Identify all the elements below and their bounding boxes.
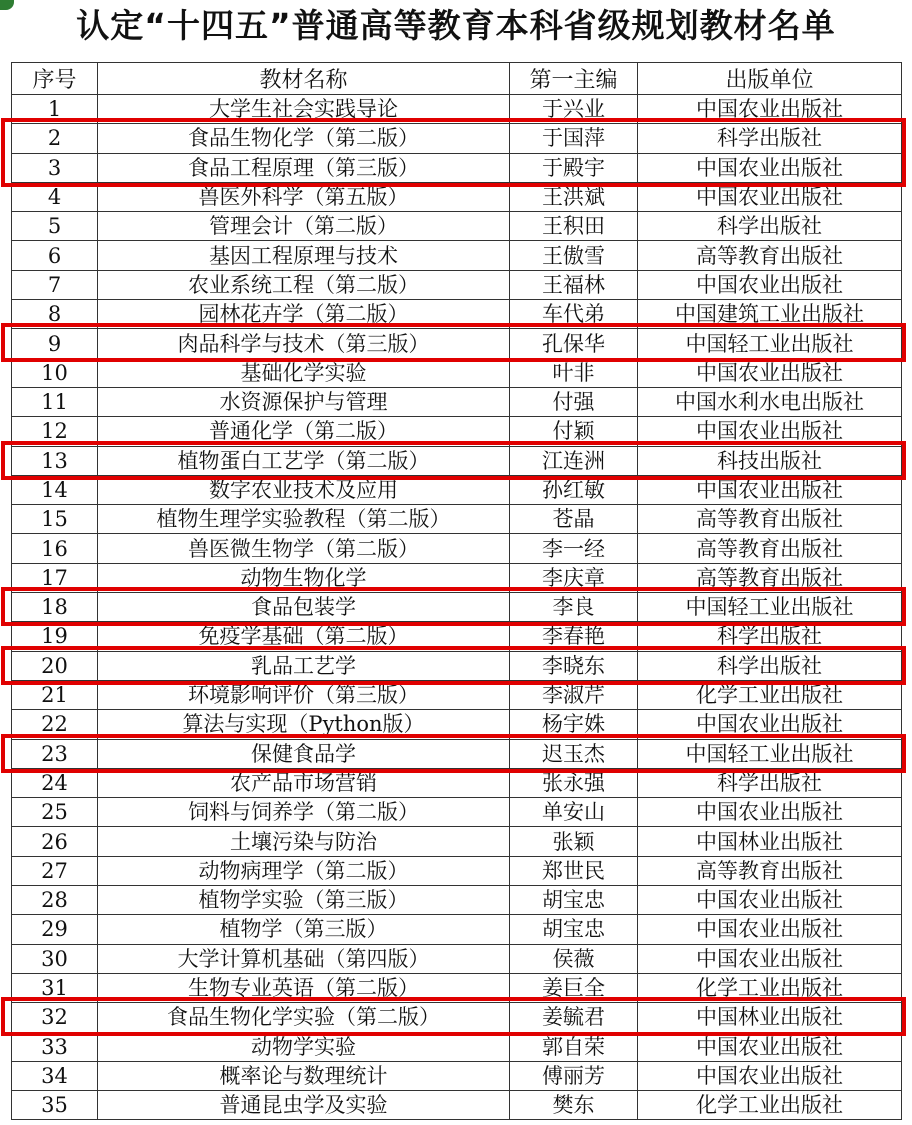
- chief-editor-cell: 胡宝忠: [510, 886, 638, 915]
- textbook-title-cell: 植物生理学实验教程（第二版）: [98, 505, 510, 534]
- textbook-title-cell: 肉品科学与技术（第三版）: [98, 329, 510, 358]
- table-row: [12, 95, 902, 124]
- chief-editor-cell: 单安山: [510, 798, 638, 827]
- textbook-title-cell: 土壤污染与防治: [98, 827, 510, 856]
- textbook-title-cell: 普通昆虫学及实验: [98, 1091, 510, 1120]
- publisher-cell: 中国农业出版社: [638, 358, 902, 387]
- publisher-cell: 中国农业出版社: [638, 153, 902, 182]
- chief-editor-cell: 姜毓君: [510, 1003, 638, 1032]
- publisher-cell: 中国农业出版社: [638, 886, 902, 915]
- textbook-title-cell: 大学生社会实践导论: [98, 95, 510, 124]
- publisher-cell: 高等教育出版社: [638, 534, 902, 563]
- textbook-title-cell: 兽医外科学（第五版）: [98, 182, 510, 211]
- chief-editor-cell: 叶非: [510, 358, 638, 387]
- chief-editor-cell: 迟玉杰: [510, 739, 638, 768]
- serial-number-cell: 7: [12, 270, 98, 299]
- serial-number-cell: 19: [12, 622, 98, 651]
- chief-editor-cell: 付强: [510, 387, 638, 416]
- table-row: [12, 915, 902, 944]
- chief-editor-cell: 于兴业: [510, 95, 638, 124]
- table-row: [12, 270, 902, 299]
- publisher-cell: 中国农业出版社: [638, 1061, 902, 1090]
- table-row: [12, 358, 902, 387]
- serial-number-cell: 8: [12, 300, 98, 329]
- chief-editor-cell: 郑世民: [510, 856, 638, 885]
- serial-number-cell: 9: [12, 329, 98, 358]
- publisher-cell: 高等教育出版社: [638, 563, 902, 592]
- publisher-cell: 科学出版社: [638, 768, 902, 797]
- serial-number-cell: 11: [12, 387, 98, 416]
- serial-number-cell: 31: [12, 973, 98, 1002]
- chief-editor-cell: 侯薇: [510, 944, 638, 973]
- serial-number-cell: 15: [12, 505, 98, 534]
- table-row: [12, 1032, 902, 1061]
- serial-number-cell: 30: [12, 944, 98, 973]
- serial-number-cell: 17: [12, 563, 98, 592]
- table-row: [12, 768, 902, 797]
- publisher-cell: 中国轻工业出版社: [638, 329, 902, 358]
- serial-number-cell: 20: [12, 651, 98, 680]
- textbook-title-cell: 食品包装学: [98, 593, 510, 622]
- publisher-cell: 中国农业出版社: [638, 95, 902, 124]
- textbook-title-cell: 基础化学实验: [98, 358, 510, 387]
- textbook-title-cell: 农业系统工程（第二版）: [98, 270, 510, 299]
- serial-number-cell: 34: [12, 1061, 98, 1090]
- serial-number-cell: 32: [12, 1003, 98, 1032]
- serial-number-cell: 14: [12, 475, 98, 504]
- textbook-title-cell: 数字农业技术及应用: [98, 475, 510, 504]
- serial-number-cell: 24: [12, 768, 98, 797]
- textbook-title-cell: 植物学（第三版）: [98, 915, 510, 944]
- header-chief-editor: 第一主编: [510, 63, 638, 95]
- publisher-cell: 中国农业出版社: [638, 944, 902, 973]
- table-row: [12, 241, 902, 270]
- publisher-cell: 科学出版社: [638, 651, 902, 680]
- table-row: [12, 534, 902, 563]
- textbook-title-cell: 基因工程原理与技术: [98, 241, 510, 270]
- textbook-title-cell: 兽医微生物学（第二版）: [98, 534, 510, 563]
- chief-editor-cell: 姜巨全: [510, 973, 638, 1002]
- textbook-title-cell: 动物生物化学: [98, 563, 510, 592]
- publisher-cell: 中国建筑工业出版社: [638, 300, 902, 329]
- publisher-cell: 中国林业出版社: [638, 827, 902, 856]
- table-row: [12, 505, 902, 534]
- table-row: [12, 798, 902, 827]
- chief-editor-cell: 付颖: [510, 417, 638, 446]
- chief-editor-cell: 杨宇姝: [510, 710, 638, 739]
- serial-number-cell: 29: [12, 915, 98, 944]
- chief-editor-cell: 李庆章: [510, 563, 638, 592]
- textbook-list-table: [11, 62, 902, 1120]
- publisher-cell: 中国水利水电出版社: [638, 387, 902, 416]
- serial-number-cell: 12: [12, 417, 98, 446]
- chief-editor-cell: 李晓东: [510, 651, 638, 680]
- chief-editor-cell: 李一经: [510, 534, 638, 563]
- publisher-cell: 中国农业出版社: [638, 798, 902, 827]
- table-row: [12, 680, 902, 709]
- serial-number-cell: 22: [12, 710, 98, 739]
- chief-editor-cell: 王洪斌: [510, 182, 638, 211]
- publisher-cell: 中国农业出版社: [638, 417, 902, 446]
- chief-editor-cell: 李良: [510, 593, 638, 622]
- publisher-cell: 化学工业出版社: [638, 680, 902, 709]
- header-publisher: 出版单位: [638, 63, 902, 95]
- serial-number-cell: 10: [12, 358, 98, 387]
- chief-editor-cell: 于殿宇: [510, 153, 638, 182]
- publisher-cell: 中国农业出版社: [638, 270, 902, 299]
- textbook-title-cell: 食品生物化学（第二版）: [98, 124, 510, 153]
- chief-editor-cell: 苍晶: [510, 505, 638, 534]
- table-row-highlighted: [12, 124, 902, 153]
- serial-number-cell: 21: [12, 680, 98, 709]
- chief-editor-cell: 王福林: [510, 270, 638, 299]
- chief-editor-cell: 胡宝忠: [510, 915, 638, 944]
- table-row: [12, 622, 902, 651]
- textbook-title-cell: 水资源保护与管理: [98, 387, 510, 416]
- table-row-highlighted: [12, 651, 902, 680]
- publisher-cell: 科学出版社: [638, 124, 902, 153]
- serial-number-cell: 2: [12, 124, 98, 153]
- table-header-row: [12, 63, 902, 95]
- chief-editor-cell: 孙红敏: [510, 475, 638, 504]
- textbook-title-cell: 动物学实验: [98, 1032, 510, 1061]
- table-row-highlighted: [12, 446, 902, 475]
- serial-number-cell: 33: [12, 1032, 98, 1061]
- serial-number-cell: 35: [12, 1091, 98, 1120]
- header-serial-number: 序号: [12, 63, 98, 95]
- chief-editor-cell: 孔保华: [510, 329, 638, 358]
- textbook-title-cell: 食品生物化学实验（第二版）: [98, 1003, 510, 1032]
- textbook-title-cell: 算法与实现（Python版）: [98, 710, 510, 739]
- chief-editor-cell: 张永强: [510, 768, 638, 797]
- textbook-title-cell: 环境影响评价（第三版）: [98, 680, 510, 709]
- table-row: [12, 944, 902, 973]
- serial-number-cell: 27: [12, 856, 98, 885]
- table-row: [12, 1061, 902, 1090]
- textbook-title-cell: 植物学实验（第三版）: [98, 886, 510, 915]
- serial-number-cell: 26: [12, 827, 98, 856]
- table-row-highlighted: [12, 153, 902, 182]
- textbook-title-cell: 食品工程原理（第三版）: [98, 153, 510, 182]
- table-body: [12, 95, 902, 1120]
- textbook-title-cell: 农产品市场营销: [98, 768, 510, 797]
- chief-editor-cell: 李春艳: [510, 622, 638, 651]
- serial-number-cell: 6: [12, 241, 98, 270]
- serial-number-cell: 3: [12, 153, 98, 182]
- publisher-cell: 科学出版社: [638, 212, 902, 241]
- chief-editor-cell: 于国萍: [510, 124, 638, 153]
- publisher-cell: 中国农业出版社: [638, 475, 902, 504]
- table-row: [12, 563, 902, 592]
- chief-editor-cell: 傅丽芳: [510, 1061, 638, 1090]
- table-row: [12, 475, 902, 504]
- chief-editor-cell: 樊东: [510, 1091, 638, 1120]
- chief-editor-cell: 郭自荣: [510, 1032, 638, 1061]
- table-row: [12, 1091, 902, 1120]
- publisher-cell: 科技出版社: [638, 446, 902, 475]
- textbook-title-cell: 动物病理学（第二版）: [98, 856, 510, 885]
- textbook-title-cell: 园林花卉学（第二版）: [98, 300, 510, 329]
- table-row-highlighted: [12, 329, 902, 358]
- publisher-cell: 中国轻工业出版社: [638, 739, 902, 768]
- table-row: [12, 212, 902, 241]
- publisher-cell: 高等教育出版社: [638, 505, 902, 534]
- textbook-title-cell: 大学计算机基础（第四版）: [98, 944, 510, 973]
- publisher-cell: 化学工业出版社: [638, 1091, 902, 1120]
- textbook-title-cell: 乳品工艺学: [98, 651, 510, 680]
- publisher-cell: 化学工业出版社: [638, 973, 902, 1002]
- serial-number-cell: 5: [12, 212, 98, 241]
- textbook-title-cell: 生物专业英语（第二版）: [98, 973, 510, 1002]
- serial-number-cell: 25: [12, 798, 98, 827]
- table-row-highlighted: [12, 1003, 902, 1032]
- publisher-cell: 中国轻工业出版社: [638, 593, 902, 622]
- publisher-cell: 中国林业出版社: [638, 1003, 902, 1032]
- table-row: [12, 182, 902, 211]
- textbook-title-cell: 概率论与数理统计: [98, 1061, 510, 1090]
- serial-number-cell: 13: [12, 446, 98, 475]
- textbook-title-cell: 免疫学基础（第二版）: [98, 622, 510, 651]
- chief-editor-cell: 江连洲: [510, 446, 638, 475]
- chief-editor-cell: 李淑芹: [510, 680, 638, 709]
- textbook-title-cell: 植物蛋白工艺学（第二版）: [98, 446, 510, 475]
- publisher-cell: 科学出版社: [638, 622, 902, 651]
- chief-editor-cell: 王积田: [510, 212, 638, 241]
- publisher-cell: 中国农业出版社: [638, 915, 902, 944]
- textbook-title-cell: 普通化学（第二版）: [98, 417, 510, 446]
- serial-number-cell: 1: [12, 95, 98, 124]
- table-row: [12, 827, 902, 856]
- table-row: [12, 886, 902, 915]
- publisher-cell: 中国农业出版社: [638, 710, 902, 739]
- table-row: [12, 710, 902, 739]
- publisher-cell: 高等教育出版社: [638, 241, 902, 270]
- table-row: [12, 387, 902, 416]
- publisher-cell: 中国农业出版社: [638, 1032, 902, 1061]
- table-row: [12, 856, 902, 885]
- chief-editor-cell: 车代弟: [510, 300, 638, 329]
- page-title: 认定“十四五”普通高等教育本科省级规划教材名单: [76, 6, 836, 45]
- serial-number-cell: 4: [12, 182, 98, 211]
- serial-number-cell: 28: [12, 886, 98, 915]
- textbook-title-cell: 饲料与饲养学（第二版）: [98, 798, 510, 827]
- table-row-highlighted: [12, 739, 902, 768]
- table-row: [12, 973, 902, 1002]
- table-row: [12, 417, 902, 446]
- chief-editor-cell: 张颖: [510, 827, 638, 856]
- textbook-title-cell: 管理会计（第二版）: [98, 212, 510, 241]
- textbook-title-cell: 保健食品学: [98, 739, 510, 768]
- publisher-cell: 高等教育出版社: [638, 856, 902, 885]
- serial-number-cell: 16: [12, 534, 98, 563]
- publisher-cell: 中国农业出版社: [638, 182, 902, 211]
- table-row: [12, 300, 902, 329]
- chief-editor-cell: 王傲雪: [510, 241, 638, 270]
- header-textbook-title: 教材名称: [98, 63, 510, 95]
- serial-number-cell: 23: [12, 739, 98, 768]
- table-row-highlighted: [12, 593, 902, 622]
- serial-number-cell: 18: [12, 593, 98, 622]
